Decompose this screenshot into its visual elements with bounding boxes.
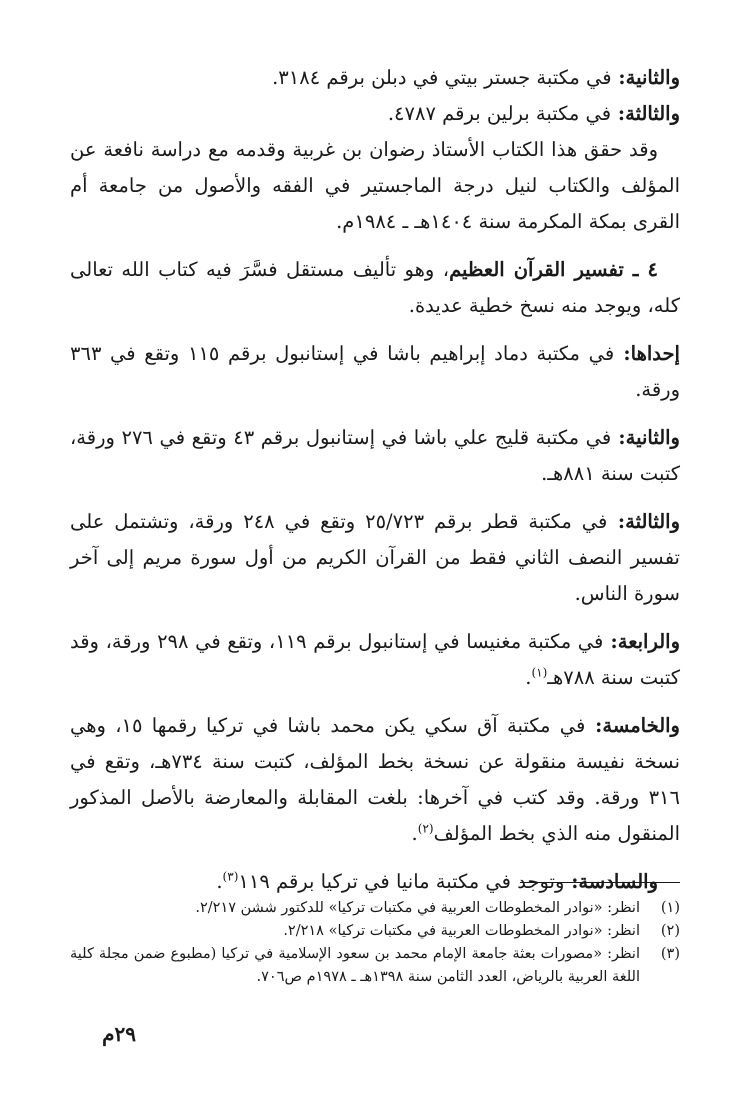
paragraph-text: في مكتبة قليج علي باشا في إستانبول برقم ٤٣ وتقع في ٢٧٦ ورقة، كتبت سنة ٨٨١هـ.	[70, 426, 680, 485]
paragraph-text: في مكتبة دماد إبراهيم باشا في إستانبول برقم ١١٥ وتقع في ٣٦٣ ورقة.	[70, 342, 680, 401]
paragraph-label: والرابعة	[617, 630, 680, 653]
paragraph-text: في مكتبة مغنيسا في إستانبول برقم ١١٩، وتقع في ٢٩٨ ورقة، وقد كتبت سنة ٧٨٨هـ	[70, 630, 680, 689]
paragraph-text: في مكتبة جستر بيتي في دبلن برقم ٣١٨٤.	[272, 66, 612, 89]
paragraph-label: والثالثة	[625, 510, 680, 533]
paragraph-label: ٤ ـ تفسير القرآن العظيم	[449, 258, 658, 281]
footnote	[70, 897, 680, 920]
footnote-separator	[520, 882, 680, 883]
paragraph-second-copy-dublin: والثانية: في مكتبة جستر بيتي في دبلن برقم ٣١٨٤.	[272, 66, 680, 89]
footnote-ref: (٣)	[222, 869, 239, 884]
paragraph-label: والسادسة	[578, 870, 658, 893]
footnote-ref: (١)	[531, 665, 548, 680]
paragraph-tafsir-heading: ٤ ـ تفسير القرآن العظيم، وهو تأليف مستقل فسَّرَ فيه كتاب الله تعالى كله، ويوجد منه نسخ خطية عديدة.	[70, 258, 680, 317]
footnote-text: انظر: «مصورات بعثة جامعة الإمام محمد بن سعود الإسلامية في تركيا (مطبوع ضمن مجلة كلية اللغة العربية بالرياض، العدد الثامن سنة ١٣٩٨هـ ـ ١٩٧٨م ص٧٠٦.	[70, 946, 640, 985]
paragraph-fourth-copy: والرابعة: في مكتبة مغنيسا في إستانبول برقم ١١٩، وتقع في ٢٩٨ ورقة، وقد كتبت سنة ٧٨٨هـ$^{(١)}$.	[70, 630, 680, 689]
paragraph-label: والثالثة	[625, 102, 680, 125]
paragraph-label: والخامسة	[602, 714, 680, 737]
paragraph-label: والثانية	[625, 426, 680, 449]
paragraph-label: والثانية	[625, 66, 680, 89]
paragraph-first-copy: إحداها: في مكتبة دماد إبراهيم باشا في إستانبول برقم ١١٥ وتقع في ٣٦٣ ورقة.	[70, 342, 680, 401]
footnote	[70, 920, 680, 943]
footnote-text: انظر: «نوادر المخطوطات العربية في مكتبات تركيا» ٢/٢١٨.	[283, 923, 640, 939]
paragraph-text: في مكتبة برلين برقم ٤٧٨٧.	[387, 102, 612, 125]
footnote-number: (٣)	[660, 946, 680, 962]
paragraph-text: وقد حقق هذا الكتاب الأستاذ رضوان بن غربية وقدمه مع دراسة نافعة عن المؤلف والكتاب لنيل درجة الماجستير في الفقه والأصول من جامعة أم القرى بمكة المكرمة سنة ١٤٠٤هـ ـ ١٩٨٤م.	[70, 138, 680, 233]
footnote-text: انظر: «نوادر المخطوطات العربية في مكتبات تركيا» للدكتور ششن ٢/٢١٧.	[195, 900, 640, 916]
paragraph-third-copy: والثالثة: في مكتبة قطر برقم ٢٥/٧٢٣ وتقع في ٢٤٨ ورقة، وتشتمل على تفسير النصف الثاني فقط من القرآن الكريم من أول سورة مريم إلى آخر سورة الناس.	[70, 510, 680, 605]
paragraph-text: في مكتبة آق سكي يكن محمد باشا في تركيا رقمها ١٥، وهي نسخة نفيسة منقولة عن نسخة بخط المؤلف، كتبت سنة ٧٣٤هـ، وتقع في ٣١٦ ورقة. وقد كتب في آخرها: بلغت المقابلة والمعارضة بالأصل المذكور المنقول منه الذي بخط المؤلف	[70, 714, 680, 845]
paragraph-third-copy-berlin: والثالثة: في مكتبة برلين برقم ٤٧٨٧.	[387, 102, 680, 125]
paragraph-second-copy: والثانية: في مكتبة قليج علي باشا في إستانبول برقم ٤٣ وتقع في ٢٧٦ ورقة، كتبت سنة ٨٨١هـ.	[70, 426, 680, 485]
footnote-number: (٢)	[660, 923, 680, 939]
paragraph-fifth-copy: والخامسة: في مكتبة آق سكي يكن محمد باشا في تركيا رقمها ١٥، وهي نسخة نفيسة منقولة عن نسخة بخط المؤلف، كتبت سنة ٧٣٤هـ، وتقع في ٣١٦ ورقة. وقد كتب في آخرها: بلغت المقابلة والمعارضة بالأصل المذكور المنقول منه الذي بخط المؤلف$^{(٢)}$.	[70, 714, 680, 845]
paragraph-sixth-copy: والسادسة: وتوجد في مكتبة مانيا في تركيا برقم ١١٩$^{(٣)}$.	[216, 869, 658, 893]
paragraph-edition-note	[70, 132, 680, 240]
paragraph-text: وهو تأليف مستقل فسَّرَ فيه كتاب الله تعالى كله، ويوجد منه نسخ خطية عديدة.	[70, 258, 680, 317]
footnotes	[70, 897, 680, 989]
paragraph-text: في مكتبة قطر برقم ٢٥/٧٢٣ وتقع في ٢٤٨ ورقة، وتشتمل على تفسير النصف الثاني فقط من القرآن الكريم من أول سورة مريم إلى آخر سورة الناس.	[70, 510, 680, 605]
body-text	[70, 60, 680, 912]
footnote	[70, 943, 680, 989]
paragraph-label: إحداها	[630, 342, 680, 365]
paragraph-text: وتوجد في مكتبة مانيا في تركيا برقم ١١٩	[238, 870, 565, 893]
footnote-ref: (٢)	[417, 821, 434, 836]
footnote-number: (١)	[660, 900, 680, 916]
page-number: ٢٩م	[102, 1022, 136, 1046]
